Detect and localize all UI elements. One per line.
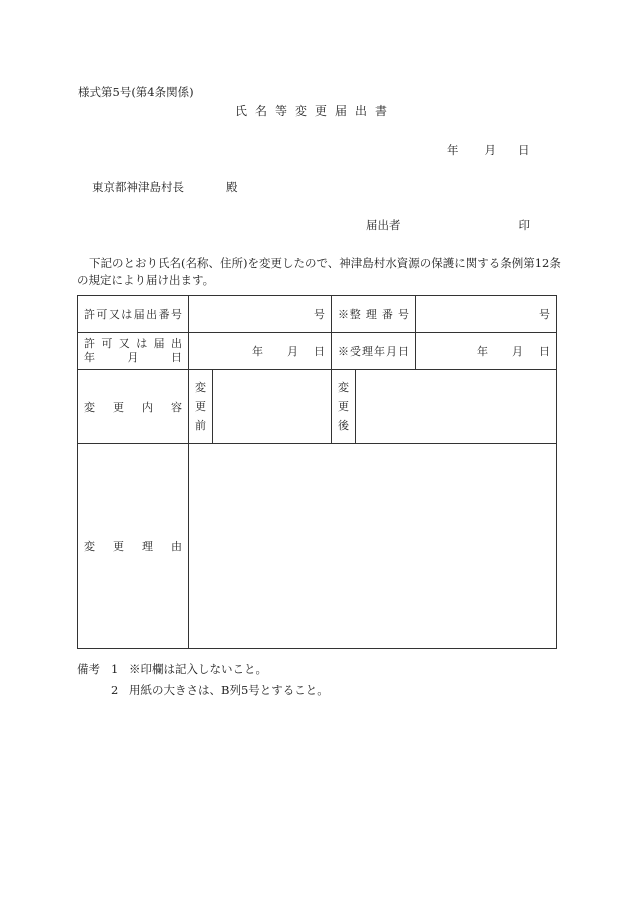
reference-number-label: ※整 理 番 号 (332, 296, 416, 333)
year-label: 年 (477, 345, 488, 359)
notifier-label: 届出者 (366, 218, 401, 232)
number-suffix: 号 (314, 308, 325, 322)
received-date-label: ※受理年月日 (332, 333, 416, 370)
remark-item (77, 680, 329, 701)
remarks (77, 659, 329, 701)
year-label: 年 (252, 345, 263, 359)
before-field[interactable] (213, 370, 332, 444)
remark-text: ※印欄は記入しないこと。 (129, 662, 267, 676)
month-label: 月 (512, 345, 523, 359)
submission-date (447, 142, 530, 158)
addressee-name: 東京都神津島村長 (92, 180, 184, 194)
addressee (92, 179, 238, 195)
day-label: 日 (539, 345, 550, 359)
permit-number-label: 許可又は届出番号 (78, 296, 189, 333)
received-date-field[interactable] (416, 333, 557, 370)
seal-mark: 印 (518, 218, 530, 232)
table-row (78, 333, 557, 370)
before-label-char: 変 (195, 381, 206, 395)
remarks-heading: 備考 (77, 662, 100, 676)
remark-number: 2 (111, 683, 119, 697)
after-label (332, 370, 356, 444)
date-month-label: 月 (484, 143, 496, 157)
body-text: 下記のとおり氏名(名称、住所)を変更したので、神津島村水資源の保護に関する条例第12条の規定により届け出ます。 (77, 256, 561, 287)
permit-date-label (78, 333, 189, 370)
notifier (366, 217, 530, 233)
permit-number-field[interactable] (189, 296, 332, 333)
change-form-table (77, 295, 557, 649)
reason-field[interactable] (189, 444, 557, 649)
permit-date-label-line2: 年月日 (84, 351, 182, 365)
addressee-honorific: 殿 (226, 180, 238, 194)
after-label-char: 変 (338, 381, 349, 395)
form-number: 様式第5号(第4条関係) (78, 85, 194, 99)
remark-item (77, 659, 329, 680)
after-label-char: 後 (338, 419, 349, 433)
ref-number-suffix: 号 (539, 308, 550, 322)
reference-number-field[interactable] (416, 296, 557, 333)
change-content-label: 変更内容 (78, 370, 189, 444)
remark-text: 用紙の大きさは、B列5号とすること。 (129, 683, 329, 697)
reason-label: 変更理由 (78, 444, 189, 649)
date-year-label: 年 (447, 143, 459, 157)
after-label-char: 更 (338, 400, 349, 414)
remark-number: 1 (111, 662, 119, 676)
table-row (78, 296, 557, 333)
month-label: 月 (287, 345, 298, 359)
day-label: 日 (314, 345, 325, 359)
table-row (78, 444, 557, 649)
document-title: 氏名等変更届出書 (234, 104, 395, 118)
before-label-char: 前 (195, 419, 206, 433)
before-label (189, 370, 213, 444)
date-day-label: 日 (518, 143, 530, 157)
after-field[interactable] (356, 370, 557, 444)
permit-date-label-line1: 許可又は届出 (84, 337, 182, 351)
permit-date-field[interactable] (189, 333, 332, 370)
before-label-char: 更 (195, 400, 206, 414)
table-row (78, 370, 557, 444)
